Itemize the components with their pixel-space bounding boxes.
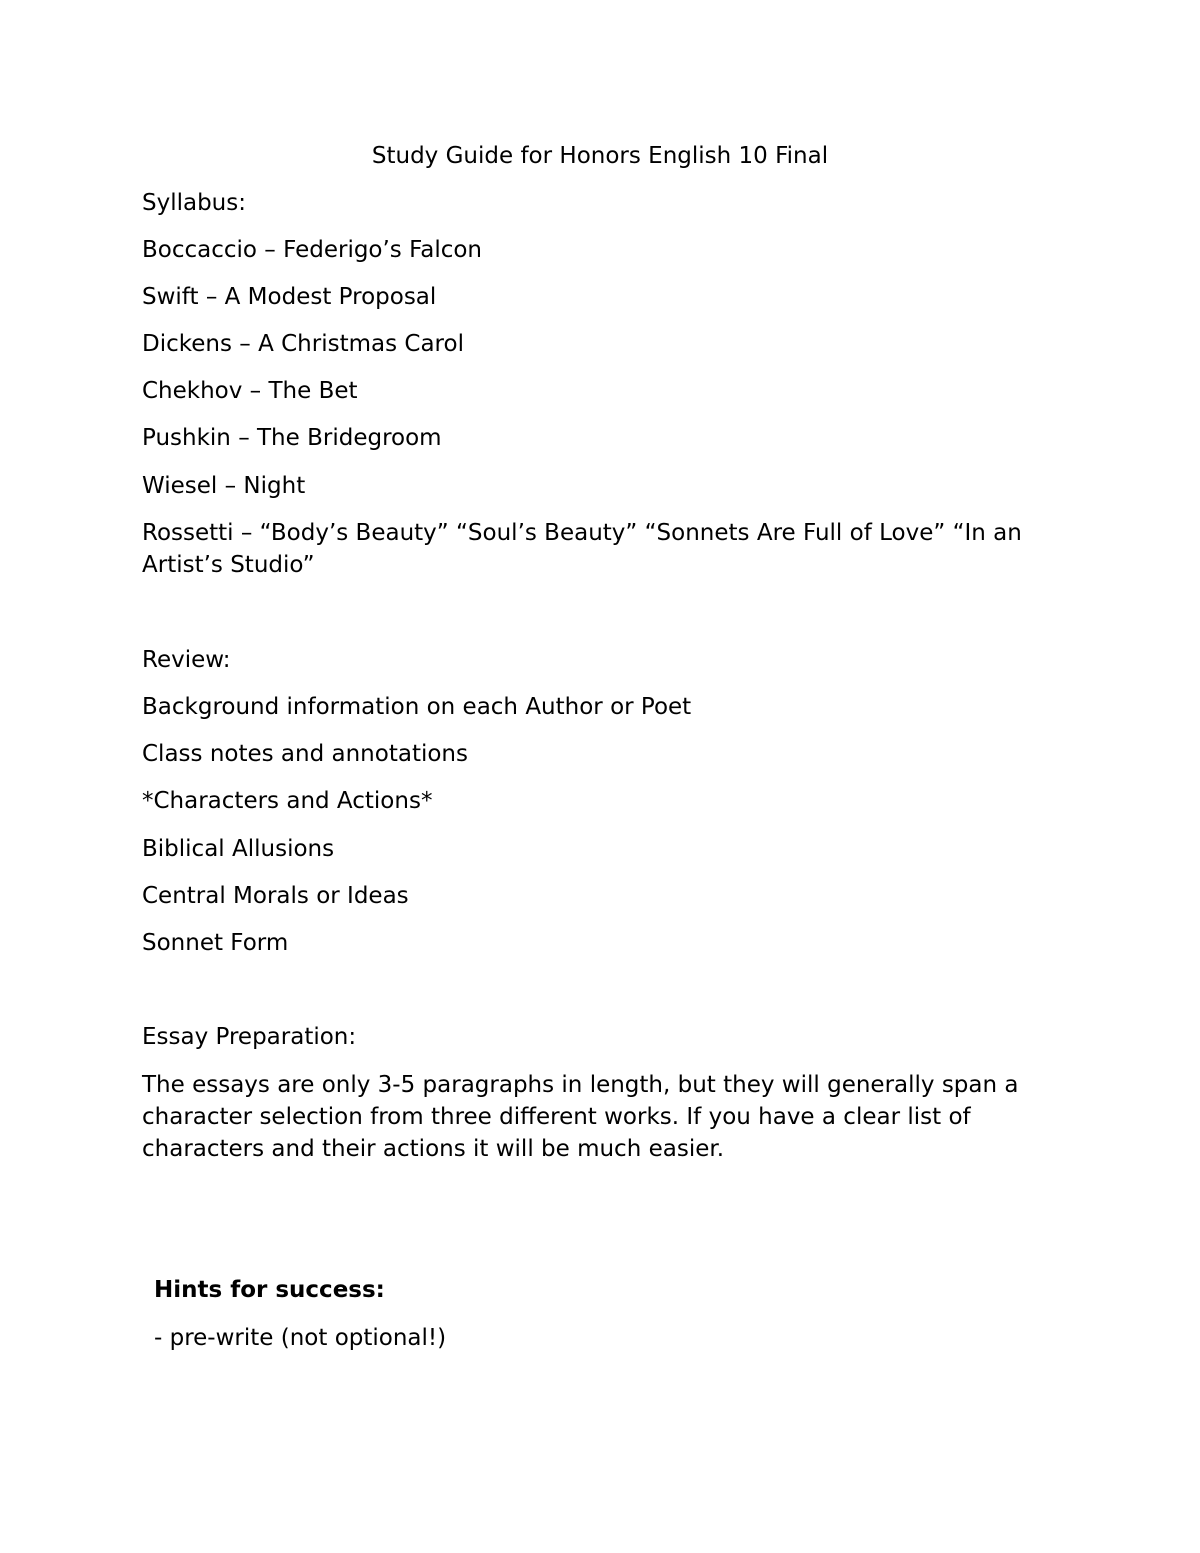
syllabus-item: Dickens – A Christmas Carol [142, 331, 464, 357]
essay-paragraph: The essays are only 3-5 paragraphs in length, but they will generally span a character selection from three different works. If you have a clear list of characters and their actions it will be much easier. [142, 1072, 1019, 1162]
review-item: Central Morals or Ideas [142, 883, 409, 909]
hint-item: - pre-write (not optional!) [154, 1325, 447, 1351]
syllabus-item: Chekhov – The Bet [142, 378, 358, 404]
syllabus-item: Wiesel – Night [142, 473, 306, 499]
syllabus-item: Swift – A Modest Proposal [142, 284, 437, 310]
review-item: Class notes and annotations [142, 741, 468, 767]
syllabus-item: Rossetti – “Body’s Beauty” “Soul’s Beauty” “Sonnets Are Full of Love” “In an Artist’s Studio” [142, 520, 1022, 578]
review-item: Sonnet Form [142, 930, 289, 956]
review-item: *Characters and Actions* [142, 788, 433, 814]
syllabus-item: Pushkin – The Bridegroom [142, 425, 442, 451]
hints-heading: Hints for success: [154, 1277, 385, 1303]
review-heading: Review: [142, 647, 231, 673]
review-item: Biblical Allusions [142, 836, 335, 862]
essay-heading: Essay Preparation: [142, 1024, 357, 1050]
document-title: Study Guide for Honors English 10 Final [371, 143, 829, 169]
syllabus-heading: Syllabus: [142, 190, 246, 216]
syllabus-item: Boccaccio – Federigo’s Falcon [142, 237, 483, 263]
review-item: Background information on each Author or Poet [142, 694, 692, 720]
